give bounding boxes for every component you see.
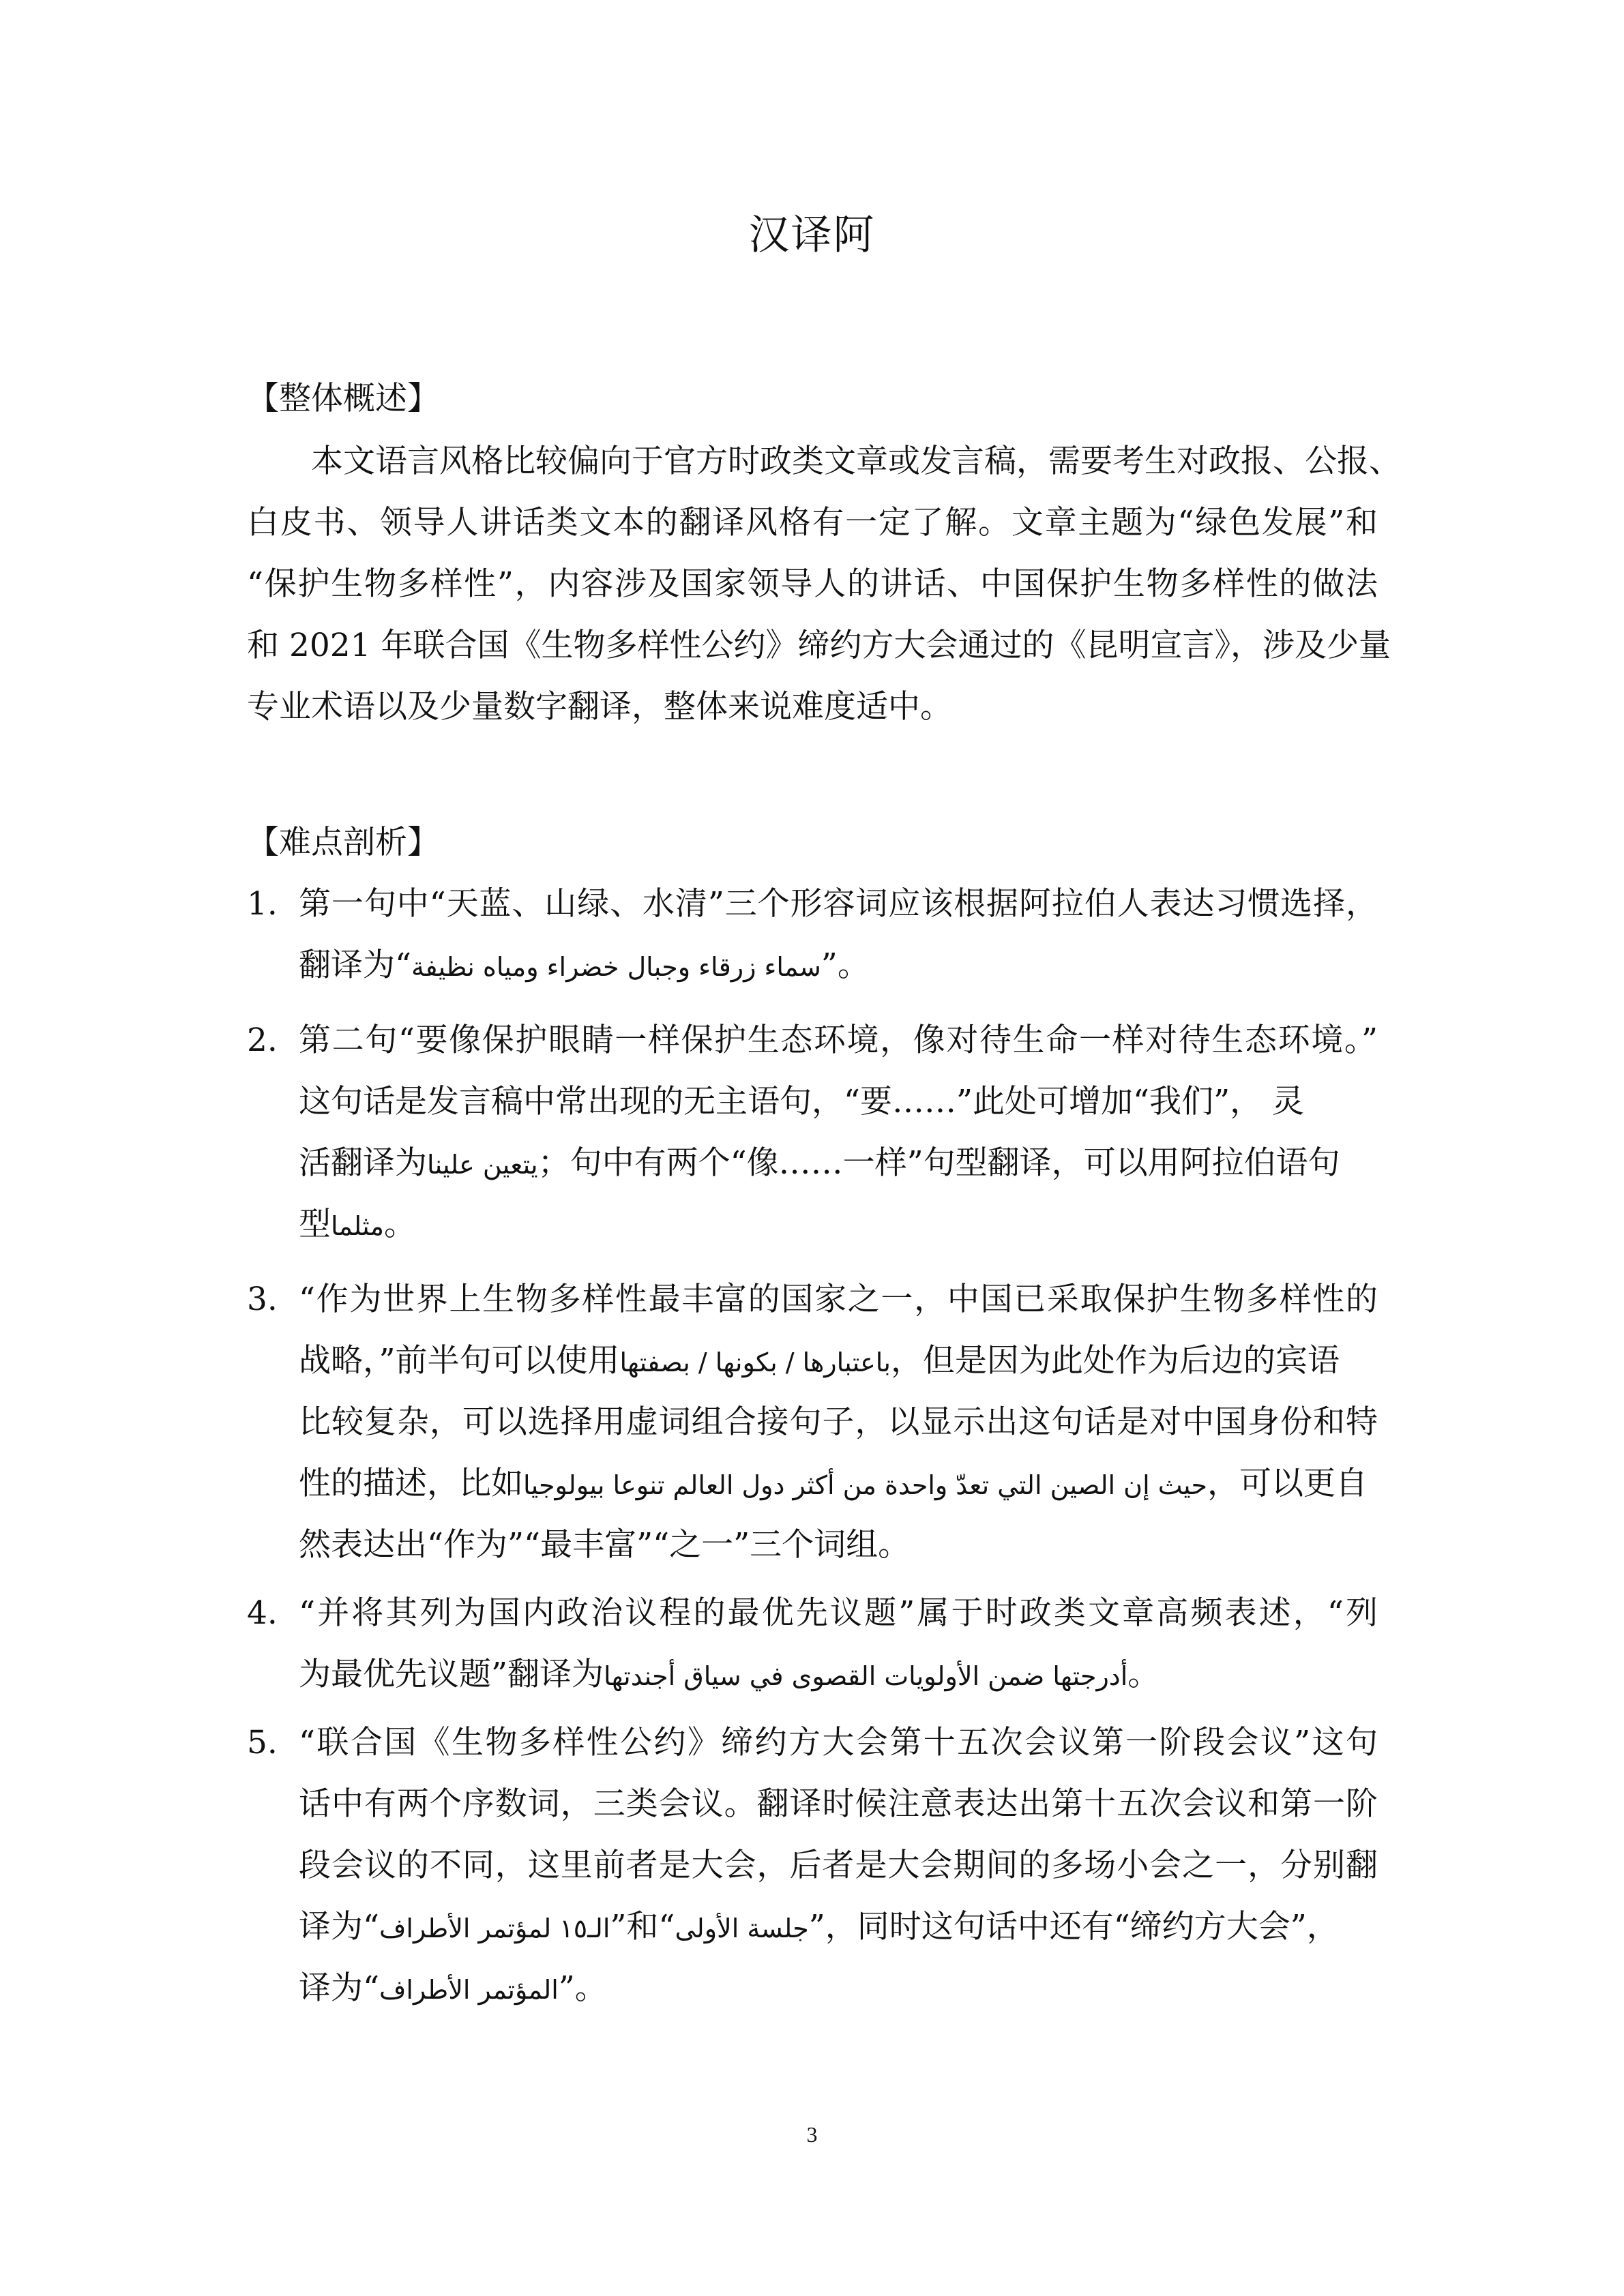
analysis-heading: 【难点剖析】 (247, 824, 439, 861)
arabic-term: باعتبارها / بكونها / بصفتها (619, 1347, 891, 1377)
overview-line: “保护生物多样性”，内容涉及国家领导人的讲话、中国保护生物多样性的做法 (247, 565, 1378, 603)
page-title: 汉译阿 (748, 211, 876, 259)
text-segment: ；句中有两个“像……一样”句型翻译，可以用阿拉伯语句 (537, 1144, 1340, 1182)
text-segment: ”和“ (610, 1908, 675, 1945)
text-segment: 翻译为“ (299, 946, 412, 984)
arabic-term: المؤتمر الأطراف (379, 1975, 559, 2005)
text-segment: 话中有两个序数词，三类会议。翻译时候注意表达出第十五次会议和第一阶 (299, 1785, 1378, 1823)
list-item-line (299, 1900, 1378, 1956)
arabic-term: سماء زرقاء وجبال خضراء ومياه نظيفة (411, 952, 821, 982)
text-segment: 。 (1127, 1656, 1160, 1693)
arabic-term: مثلما (331, 1211, 384, 1241)
list-item-line (299, 1457, 1378, 1512)
list-item-line (299, 1395, 1378, 1450)
list-item-line (299, 1838, 1378, 1893)
overview-line: 专业术语以及少量数字翻译，整体来说难度适中。 (247, 688, 952, 726)
list-item-line (299, 1272, 1378, 1327)
list-item-line (299, 1586, 1378, 1641)
list-item-line (299, 1075, 1378, 1129)
arabic-term: يتعين علينا (427, 1150, 538, 1180)
list-item-line (299, 877, 1378, 931)
page-number: 3 (806, 2122, 818, 2147)
arabic-term: حيث إن الصين التي تعدّ واحدة من أكثر دول العالم تنوعا بيولوجيا (523, 1470, 1207, 1500)
overview-line: 白皮书、领导人讲话类文本的翻译风格有一定了解。文章主题为“绿色发展”和 (247, 504, 1378, 541)
text-segment: ”。 (558, 1969, 607, 2007)
text-segment: 战略，”前半句可以使用 (299, 1342, 620, 1380)
list-item-number: 3. (247, 1281, 278, 1318)
text-segment: 然表达出“作为”“最丰富”“之一”三个词组。 (299, 1526, 911, 1564)
text-segment: 第一句中“天蓝、山绿、水清”三个形容词应该根据阿拉伯人表达习惯选择， (299, 885, 1378, 923)
list-item-line (299, 1334, 1378, 1390)
text-segment: “联合国《生物多样性公约》缔约方大会第十五次会议第一阶段会议”这句 (299, 1724, 1378, 1761)
text-segment: 第二句“要像保护眼睛一样保护生态环境，像对待生命一样对待生态环境。” (299, 1022, 1378, 1059)
list-item-line (299, 1518, 1378, 1572)
text-segment: 型 (299, 1206, 331, 1243)
text-segment: 性的描述，比如 (299, 1465, 523, 1502)
list-item-number: 2. (247, 1022, 278, 1059)
list-item-line (299, 1716, 1378, 1770)
list-item-number: 5. (247, 1724, 278, 1761)
text-segment: ，但是因为此处作为后边的宾语 (890, 1342, 1340, 1380)
overview-heading: 【整体概述】 (247, 380, 439, 417)
list-item-line (299, 1136, 1378, 1192)
overview-line: 本文语言风格比较偏向于官方时政类文章或发言稿，需要考生对政报、公报、 (311, 443, 1401, 480)
text-segment: “作为世界上生物多样性最丰富的国家之一，中国已采取保护生物多样性的 (299, 1281, 1378, 1318)
list-item-number: 4. (247, 1594, 278, 1632)
text-segment: ”。 (821, 946, 870, 984)
text-segment: ”，同时这句话中还有“缔约方大会”， (808, 1908, 1339, 1945)
arabic-term: جلسة الأولى (675, 1913, 809, 1943)
text-segment: 为最优先议题”翻译为 (299, 1656, 604, 1693)
list-item-line (299, 1777, 1378, 1832)
text-segment: 这句话是发言稿中常出现的无主语句，“要……”此处可增加“我们”， 灵 (299, 1083, 1305, 1120)
list-item-number: 1. (247, 885, 278, 923)
text-segment: 译为“ (299, 1908, 380, 1945)
text-segment: 。 (383, 1206, 416, 1243)
list-item-line (299, 1013, 1378, 1068)
list-item-line (299, 1961, 1378, 2017)
text-segment: 译为“ (299, 1969, 380, 2007)
list-item-line (299, 1197, 1378, 1253)
list-item-line (299, 1648, 1378, 1703)
text-segment: 段会议的不同，这里前者是大会，后者是大会期间的多场小会之一，分别翻 (299, 1847, 1378, 1884)
text-segment: 比较复杂，可以选择用虚词组合接句子，以显示出这句话是对中国身份和特 (299, 1403, 1378, 1441)
text-segment: 活翻译为 (299, 1144, 427, 1182)
list-item-line (299, 938, 1378, 994)
text-segment: ，可以更自 (1207, 1465, 1368, 1502)
text-segment: “并将其列为国内政治议程的最优先议题”属于时政类文章高频表述，“列 (299, 1594, 1378, 1632)
arabic-term: أدرجتها ضمن الأولويات القصوى في سياق أجندتها (604, 1661, 1128, 1691)
arabic-term: الـ١٥ لمؤتمر الأطراف (379, 1913, 610, 1943)
overview-line: 和 2021 年联合国《生物多样性公约》缔约方大会通过的《昆明宣言》，涉及少量 (247, 627, 1391, 664)
